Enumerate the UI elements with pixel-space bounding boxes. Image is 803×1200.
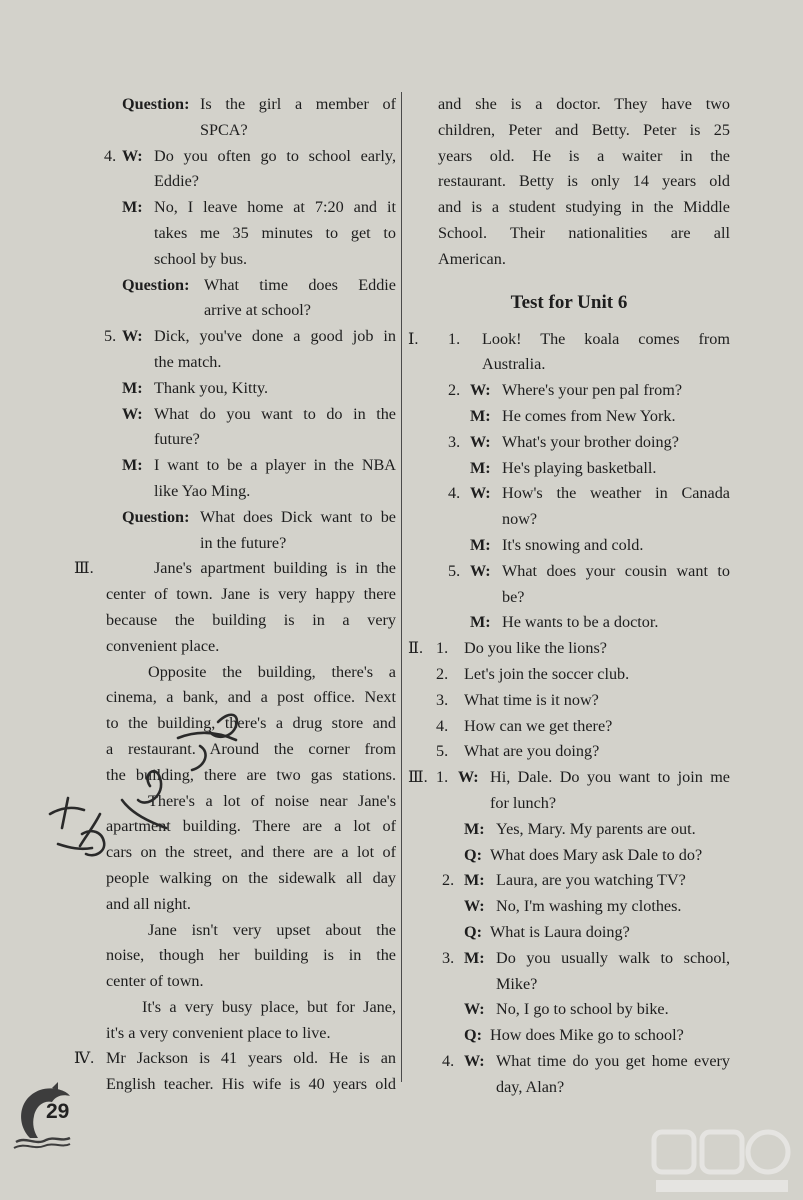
item-number: 5. [448,561,461,580]
text-line [408,972,730,998]
line-text: How's the weather in Canada [502,484,730,503]
text-line [408,144,730,170]
line-text: He wants to be a doctor. [502,613,659,632]
line-text: in the future? [200,533,287,552]
line-text: to the building, there's a drug store and [106,714,396,733]
text-line [408,585,730,611]
text-line [96,169,396,195]
page-number: 29 [46,1100,70,1123]
text-line [96,660,396,686]
line-text: What do you want to do in the [154,404,396,423]
text-line [408,688,730,714]
speaker-label: M: [470,406,491,425]
speaker-label: W: [122,327,143,346]
item-number: 4. [442,1051,455,1070]
line-text: What are you doing? [464,742,600,761]
line-text: Do you often go to school early, [154,146,396,165]
speaker-label: W: [470,484,491,503]
line-text: Eddie? [154,172,199,191]
text-line [96,943,396,969]
section-number: Ⅲ. [408,768,428,787]
text-line [408,481,730,507]
line-text: Look! The koala comes from [482,329,730,348]
pen-scribble [40,696,290,876]
line-text: Australia. [482,355,546,374]
item-number: 2. [448,381,461,400]
text-line [74,556,396,582]
text-line [96,298,396,324]
text-line [96,350,396,376]
line-text: Mr Jackson is 41 years old. He is an [106,1049,396,1068]
text-line [96,427,396,453]
text-line [408,327,730,353]
text-line [408,92,730,118]
line-text: Where's your pen pal from? [502,381,683,400]
item-number: 3. [442,948,455,967]
line-text: Hi, Dale. Do you want to join me [490,768,730,787]
text-line [74,1046,396,1072]
text-line [408,430,730,456]
text-line [408,1075,730,1101]
item-number: 2. [436,664,449,683]
line-text: He comes from New York. [502,406,676,425]
text-line [408,456,730,482]
text-line [408,169,730,195]
text-line [96,324,396,350]
line-text: like Yao Ming. [154,481,251,500]
line-text: No, I'm washing my clothes. [496,897,682,916]
text-line [408,714,730,740]
text-line [408,1049,730,1075]
text-line [96,1072,396,1098]
text-line [408,894,730,920]
section-number: Ⅲ. [74,559,94,578]
text-line [408,920,730,946]
text-line [408,507,730,533]
line-text: English teacher. His wife is 40 years old [106,1075,396,1094]
speaker-label: Q: [464,1026,482,1045]
line-text: arrive at school? [204,301,311,320]
text-line [96,247,396,273]
line-text: and she is a doctor. They have two [438,95,730,113]
line-text: future? [154,430,200,449]
text-line [408,662,730,688]
line-text: Let's join the soccer club. [464,664,630,683]
item-number: 1. [448,329,461,348]
line-text: cinema, a bank, and a post office. Next [106,688,396,707]
line-text: School. Their nationalities are all [438,223,730,242]
text-line [408,221,730,247]
text-line [408,868,730,894]
text-line [408,352,730,378]
speaker-label: M: [464,819,485,838]
text-line [96,969,396,995]
speaker-label: W: [458,768,479,787]
line-text: How can we get there? [464,716,613,735]
line-text: How does Mike go to school? [490,1026,684,1045]
line-text: Is the girl a member of [200,95,396,113]
line-text: Do you usually walk to school, [496,948,730,967]
line-text: children, Peter and Betty. Peter is 25 [438,120,730,139]
line-text: Opposite the building, there's a [148,662,396,681]
text-line [408,997,730,1023]
text-line [408,946,730,972]
item-number: 1. [436,639,449,658]
section-number: Ⅳ. [74,1049,95,1068]
line-text: No, I leave home at 7:20 and it [154,198,396,217]
line-text: and is a student studying in the Middle [438,198,730,217]
text-line [408,378,730,404]
line-text: day, Alan? [496,1077,565,1096]
line-text: the building, there are two gas stations. [106,765,396,784]
question-label: Question: [122,507,190,526]
test-heading: Test for Unit 6 [510,291,628,313]
text-line [408,247,730,273]
text-line [96,505,396,531]
line-text: because the building is in a very [106,610,396,629]
section-number: Ⅰ. [408,329,419,348]
text-line [96,918,396,944]
text-line [408,817,730,843]
text-line [408,610,730,636]
text-line [96,118,396,144]
text-line [408,533,730,559]
text-line [408,118,730,144]
speaker-label: W: [464,1000,485,1019]
line-text: What does Mary ask Dale to do? [490,845,703,864]
text-line [96,479,396,505]
line-text: There's a lot of noise near Jane's [148,791,396,810]
watermark-logo [650,1128,795,1196]
text-line [96,402,396,428]
line-text: It's snowing and cold. [502,535,644,554]
speaker-label: M: [122,456,143,475]
speaker-label: W: [470,381,491,400]
speaker-label: Q: [464,845,482,864]
line-text: restaurant. Betty is only 14 years old [438,172,730,191]
line-text: Dick, you've done a good job in [154,327,396,346]
line-text: What does your cousin want to [502,561,730,580]
line-text: and all night. [106,894,191,913]
speaker-label: W: [464,1051,485,1070]
line-text: American. [438,249,506,268]
speaker-label: M: [470,613,491,632]
line-text: center of town. Jane is very happy there [106,585,396,604]
item-number: 4. [448,484,461,503]
text-line [408,739,730,765]
line-text: Mike? [496,974,538,993]
item-number: 4. [104,146,117,165]
line-text: for lunch? [490,793,557,812]
text-line [96,376,396,402]
line-text: Thank you, Kitty. [154,378,269,397]
line-text: apartment building. There are a lot of [106,817,396,836]
speaker-label: Q: [464,922,482,941]
line-text: What is Laura doing? [490,922,630,941]
line-text: Jane's apartment building is in the [154,559,396,578]
text-line [96,195,396,221]
listening-text-iv-continued [408,92,730,273]
speaker-label: M: [464,948,485,967]
line-text: No, I go to school by bike. [496,1000,669,1019]
line-text: Laura, are you watching TV? [496,871,686,890]
text-line [96,92,396,118]
item-number: 5. [104,327,117,346]
item-number: 3. [436,690,449,709]
text-line [96,273,396,299]
column-divider [401,92,402,1082]
line-text: Do you like the lions? [464,639,607,658]
speaker-label: M: [470,458,491,477]
speaker-label: W: [470,432,491,451]
line-text: cars on the street, and there are a lot of [106,843,396,862]
speaker-label: W: [464,897,485,916]
test-unit-6-answers [408,327,730,1101]
line-text: It's a very busy place, but for Jane, [142,997,396,1016]
speaker-label: M: [122,378,143,397]
speaker-label: M: [122,198,143,217]
item-number: 5. [436,742,449,761]
text-line [96,144,396,170]
question-label: Question: [122,275,190,294]
line-text: What's your brother doing? [502,432,679,451]
text-line [96,453,396,479]
line-text: school by bus. [154,249,248,268]
speaker-label: W: [122,404,143,423]
text-line [408,636,730,662]
line-text: center of town. [106,972,204,991]
question-label: Question: [122,95,190,113]
speaker-label: W: [122,146,143,165]
text-line [96,221,396,247]
text-line [96,582,396,608]
speaker-label: M: [464,871,485,890]
line-text: takes me 35 minutes to get to [154,223,396,242]
text-line [96,995,396,1021]
line-text: noise, though her building is in the [106,946,396,965]
speaker-label: W: [470,561,491,580]
line-text: I want to be a player in the NBA [154,456,396,475]
text-line [408,791,730,817]
item-number: 2. [442,871,455,890]
text-line [96,1021,396,1047]
right-column [408,92,730,1100]
text-line [408,195,730,221]
line-text: it's a very convenient place to live. [106,1023,331,1042]
text-line [96,892,396,918]
item-number: 3. [448,432,461,451]
line-text: convenient place. [106,636,220,655]
text-line [96,608,396,634]
line-text: Jane isn't very upset about the [148,920,396,939]
line-text: What time does Eddie [204,275,396,294]
left-column [74,92,396,1098]
section-number: Ⅱ. [408,639,424,658]
item-number: 1. [436,768,449,787]
line-text: He's playing basketball. [502,458,657,477]
text-line [408,404,730,430]
speaker-label: M: [470,535,491,554]
text-line [96,634,396,660]
line-text: What time do you get home every [496,1051,730,1070]
line-text: the match. [154,352,222,371]
line-text: What does Dick want to be [200,507,396,526]
line-text: SPCA? [200,120,248,139]
line-text: people walking on the sidewalk all day [106,868,396,887]
line-text: now? [502,510,538,529]
line-text: be? [502,587,525,606]
line-text: a restaurant. Around the corner from [106,739,396,758]
text-line [408,765,730,791]
text-line [408,1023,730,1049]
item-number: 4. [436,716,449,735]
text-line [408,559,730,585]
line-text: Yes, Mary. My parents are out. [496,819,696,838]
line-text: What time is it now? [464,690,599,709]
text-line [408,843,730,869]
text-line [96,531,396,557]
line-text: years old. He is a waiter in the [438,146,730,165]
